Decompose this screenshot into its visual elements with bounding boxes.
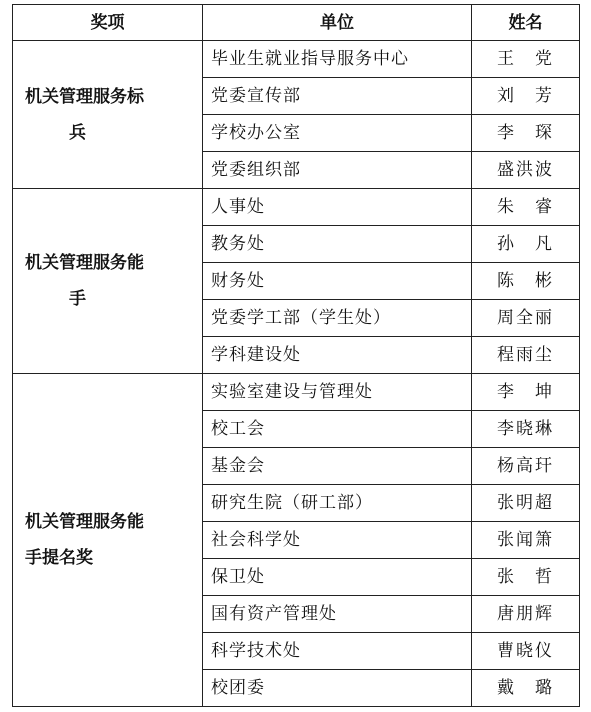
unit-cell: 校工会 bbox=[203, 411, 472, 448]
name-cell: 张闻箫 bbox=[472, 522, 580, 559]
category-label: 机关管理服务能 bbox=[25, 253, 144, 273]
name-cell: 程雨尘 bbox=[472, 337, 580, 374]
category-cell bbox=[13, 189, 203, 374]
name-cell: 刘 芳 bbox=[472, 78, 580, 115]
award-table bbox=[12, 4, 580, 707]
unit-cell: 教务处 bbox=[203, 226, 472, 263]
name-cell: 张 哲 bbox=[472, 559, 580, 596]
name-cell: 李 琛 bbox=[472, 115, 580, 152]
unit-cell: 研究生院（研工部） bbox=[203, 485, 472, 522]
category-label: 手提名奖 bbox=[25, 548, 93, 568]
category-cell bbox=[13, 41, 203, 189]
unit-cell: 实验室建设与管理处 bbox=[203, 374, 472, 411]
name-cell: 张明超 bbox=[472, 485, 580, 522]
name-cell: 曹晓仪 bbox=[472, 633, 580, 670]
unit-cell: 基金会 bbox=[203, 448, 472, 485]
name-cell: 朱 睿 bbox=[472, 189, 580, 226]
category-label: 兵 bbox=[69, 122, 86, 143]
name-cell: 王 党 bbox=[472, 41, 580, 78]
category-label: 机关管理服务标 bbox=[25, 86, 144, 107]
unit-cell: 财务处 bbox=[203, 263, 472, 300]
name-cell: 周全丽 bbox=[472, 300, 580, 337]
name-cell: 杨高玕 bbox=[472, 448, 580, 485]
name-cell: 陈 彬 bbox=[472, 263, 580, 300]
unit-cell: 毕业生就业指导服务中心 bbox=[203, 41, 472, 78]
table-row bbox=[13, 374, 580, 411]
name-cell: 盛洪波 bbox=[472, 152, 580, 189]
unit-cell: 人事处 bbox=[203, 189, 472, 226]
unit-cell: 党委学工部（学生处） bbox=[203, 300, 472, 337]
name-cell: 李晓琳 bbox=[472, 411, 580, 448]
unit-cell: 保卫处 bbox=[203, 559, 472, 596]
name-cell: 李 坤 bbox=[472, 374, 580, 411]
unit-cell: 学科建设处 bbox=[203, 337, 472, 374]
category-label: 机关管理服务能 bbox=[25, 512, 144, 532]
category-cell bbox=[13, 374, 203, 707]
header-unit: 单位 bbox=[203, 5, 472, 41]
name-cell: 孙 凡 bbox=[472, 226, 580, 263]
header-row bbox=[13, 5, 580, 41]
header-name: 姓名 bbox=[472, 5, 580, 41]
unit-cell: 科学技术处 bbox=[203, 633, 472, 670]
name-cell: 唐朋辉 bbox=[472, 596, 580, 633]
unit-cell: 党委宣传部 bbox=[203, 78, 472, 115]
name-cell: 戴 璐 bbox=[472, 670, 580, 707]
unit-cell: 国有资产管理处 bbox=[203, 596, 472, 633]
unit-cell: 校团委 bbox=[203, 670, 472, 707]
unit-cell: 党委组织部 bbox=[203, 152, 472, 189]
header-award: 奖项 bbox=[13, 5, 203, 41]
table-row bbox=[13, 41, 580, 78]
table-row bbox=[13, 189, 580, 226]
category-label: 手 bbox=[69, 289, 86, 309]
unit-cell: 学校办公室 bbox=[203, 115, 472, 152]
unit-cell: 社会科学处 bbox=[203, 522, 472, 559]
